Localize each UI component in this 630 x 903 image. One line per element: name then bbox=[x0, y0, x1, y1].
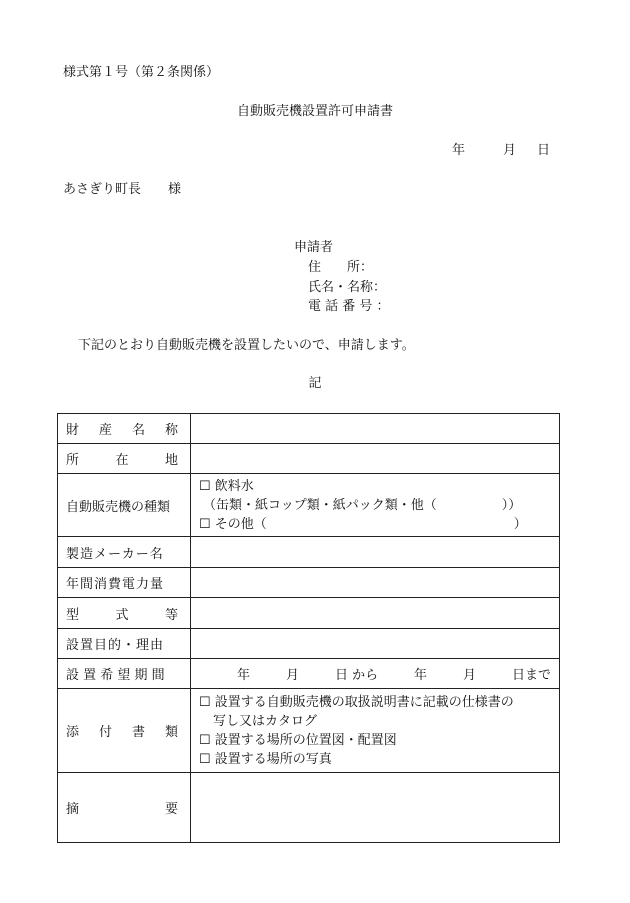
period-month-start: 月 bbox=[285, 668, 299, 683]
ki-heading: 記 bbox=[308, 376, 322, 391]
applicant-name-row bbox=[308, 280, 388, 296]
label-char: 添 bbox=[66, 725, 80, 740]
addressee-suffix: 様 bbox=[168, 182, 182, 197]
row-purpose bbox=[58, 629, 560, 659]
row-power bbox=[58, 568, 560, 598]
document-title: 自動販売機設置許可申請書 bbox=[236, 104, 393, 119]
beverage-subtypes: （缶類・紙コップ類・紙パック類・他（ ）） bbox=[203, 497, 522, 513]
date-year: 年 bbox=[452, 143, 466, 158]
period-year-end: 年 bbox=[414, 668, 428, 683]
application-statement: 下記のとおり自動販売機を設置したいので、申請します。 bbox=[78, 338, 415, 353]
name-label: 氏名・名称： bbox=[308, 280, 387, 295]
label-char: 名 bbox=[131, 423, 145, 438]
remarks-field[interactable] bbox=[191, 773, 560, 843]
attachment-spec[interactable]: ☐ 設置する自動販売機の取扱説明書に記載の仕様書の bbox=[199, 694, 514, 710]
row-period bbox=[58, 659, 560, 689]
model-label bbox=[58, 598, 191, 629]
period-field[interactable] bbox=[191, 659, 560, 689]
label-char: 類 bbox=[164, 725, 178, 740]
attachment-photo[interactable]: ☐ 設置する場所の写真 bbox=[199, 751, 332, 767]
address-label: 住 所： bbox=[308, 260, 374, 275]
row-manufacturer bbox=[58, 537, 560, 568]
label-char: 要 bbox=[164, 802, 178, 817]
option-beverage[interactable]: ☐ 飲料水 bbox=[199, 478, 254, 494]
manufacturer-label: 製造メーカー名 bbox=[58, 537, 191, 568]
addressee-name: あさぎり町長 bbox=[63, 182, 142, 197]
period-label: 設 置 希 望 期 間 bbox=[58, 659, 191, 689]
period-day-end: 日まで bbox=[511, 668, 551, 683]
location-field[interactable] bbox=[191, 444, 560, 474]
period-month-end: 月 bbox=[463, 668, 477, 683]
label-char: 等 bbox=[164, 607, 178, 623]
label-char: 付 bbox=[98, 725, 112, 740]
addressee bbox=[63, 182, 181, 198]
option-other[interactable]: ☐ その他（ ） bbox=[199, 516, 527, 532]
label-char: 型 bbox=[66, 607, 80, 623]
row-attachments bbox=[58, 689, 560, 773]
purpose-label: 設置目的・理由 bbox=[58, 629, 191, 659]
attachment-spec-cont: 写し又はカタログ bbox=[213, 713, 318, 729]
date-line bbox=[452, 143, 550, 159]
location-label bbox=[58, 444, 191, 474]
label-char: 書 bbox=[131, 725, 145, 740]
label-char: 摘 bbox=[66, 802, 80, 817]
form-number: 様式第１号（第２条関係） bbox=[63, 65, 220, 80]
applicant-address-row bbox=[308, 260, 388, 276]
row-model bbox=[58, 598, 560, 629]
remarks-label bbox=[58, 773, 191, 843]
attachment-location-map[interactable]: ☐ 設置する場所の位置図・配置図 bbox=[199, 732, 397, 748]
date-day: 日 bbox=[537, 143, 551, 158]
manufacturer-field[interactable] bbox=[191, 537, 560, 568]
applicant-phone-row bbox=[308, 299, 388, 315]
label-char: 財 bbox=[66, 423, 80, 438]
row-machine-type bbox=[58, 474, 560, 537]
label-char: 所 bbox=[66, 453, 80, 468]
label-char: 式 bbox=[115, 607, 129, 623]
label-char: 地 bbox=[164, 453, 178, 468]
label-char: 産 bbox=[98, 423, 112, 438]
label-char: 在 bbox=[115, 453, 129, 468]
machine-type-field bbox=[191, 474, 560, 537]
property-name-label bbox=[58, 414, 191, 444]
phone-label: 電 話 番 号 ： bbox=[308, 299, 390, 314]
machine-type-label: 自動販売機の種類 bbox=[58, 474, 191, 537]
row-location bbox=[58, 444, 560, 474]
period-day-start: 日 から bbox=[334, 668, 379, 683]
model-field[interactable] bbox=[191, 598, 560, 629]
purpose-field[interactable] bbox=[191, 629, 560, 659]
date-month: 月 bbox=[503, 143, 517, 158]
application-form-table bbox=[57, 413, 560, 843]
applicant-heading: 申請者 bbox=[294, 240, 334, 255]
label-char: 称 bbox=[164, 423, 178, 438]
row-remarks bbox=[58, 773, 560, 843]
attachments-label bbox=[58, 689, 191, 773]
attachments-field bbox=[191, 689, 560, 773]
period-year-start: 年 bbox=[237, 668, 251, 683]
power-field[interactable] bbox=[191, 568, 560, 598]
power-label: 年間消費電力量 bbox=[58, 568, 191, 598]
row-property-name bbox=[58, 414, 560, 444]
property-name-field[interactable] bbox=[191, 414, 560, 444]
